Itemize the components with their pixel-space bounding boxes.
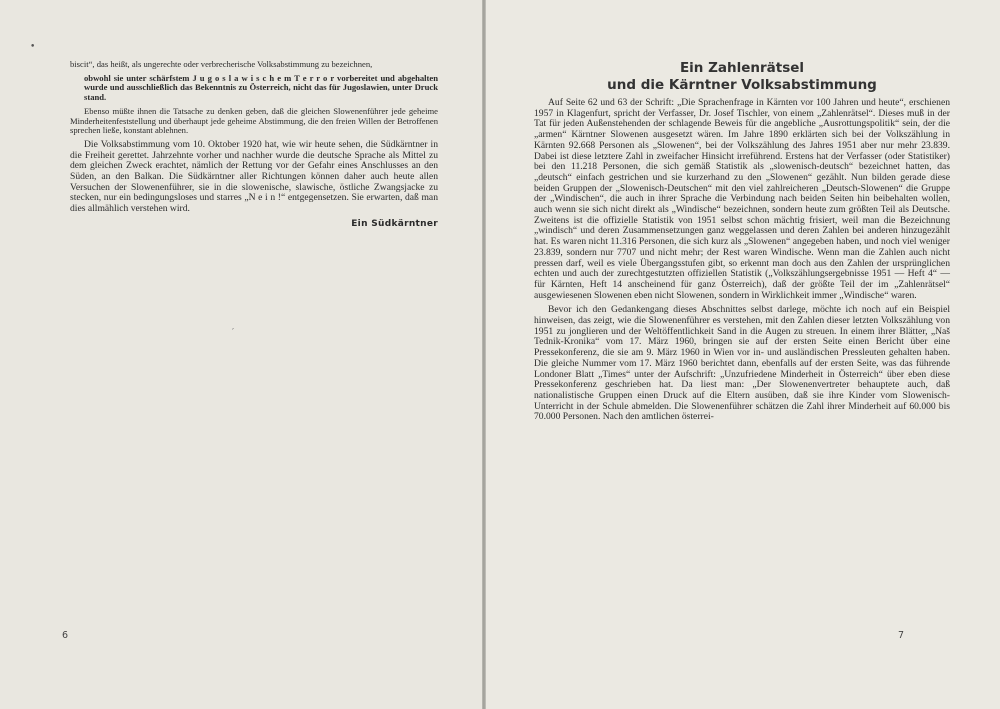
right-page <box>486 0 1000 709</box>
margin-mark: • <box>30 42 36 52</box>
article-title <box>534 60 950 94</box>
left-paragraph-1: biscit“, das heißt, als ungerechte oder verbrecherische Volksabstimmung zu bezeichnen, <box>70 59 373 69</box>
right-paragraph-1: Auf Seite 62 und 63 der Schrift: „Die Sprachenfrage in Kärnten vor 100 Jahren und heute“, erschienen 1957 in Klagenfurt, spricht der Verfasser, Dr. Josef Tischler, von einem „Zahlenrätsel“. Dieses muß in der Tat für jeden Außenstehenden der schlagende Beweis für die angebliche „Ausrottungspolitik“ sein, der die „armen“ Kärntner Slowenen ausgesetzt wären. Im Jahre 1890 erklärten sich bei der Volkszählung in Kärnten 92.668 Personen als „Slowenen“, bei der Volkszählung des Jahres 1951 aber nur mehr 23.839. Dabei ist diese letztere Zahl in zweifacher Hinsicht irreführend. Erstens hat der Verfasser (oder Statistiker) bei den 11.218 Personen, die sich gemäß Statistik als „slowenisch-deutsch“ bezeichnet hatten, das „deutsch“ einfach gestrichen und sie kurzerhand zu den „Slowenen“ gezählt. Nun bilden gerade diese beiden Gruppen der „Slowenisch-Deutschen“ mit den viel zahlreicheren „Deutsch-Slowenen“ die Gruppe der „Windischen“, die auch in ihrer Sprache die Verbindung nach beiden Seiten hin beibehalten wollen, auch wenn sie sich nicht direkt als „Windische“ bezeichnen, sondern heute zum größten Teil als Deutsche. Zweitens ist die offizielle Statistik von 1951 selbst schon mächtig frisiert, weil man die Bezeichnung „windisch“ und deren Zusammensetzungen ganz weggelassen und deren Zahlen bei anderen hinzugezählt hat. Es waren nicht 11.316 Personen, die sich kurz als „Slowenen“ angegeben haben, und noch viel weniger 23.839, sondern nur 7707 und nicht mehr; der Rest waren Windische. Wenn man die Zahlen auch nicht pressen darf, weil es viele Übergangsstufen gibt, so erkennt man doch aus den Zahlen der ursprünglichen echten und auch der zurechtgestutzten offiziellen Statistik („Volkszählungsergebnisse 1951 — Heft 4“ — für Kärnten, Heft 14 anscheinend für ganz Österreich), daß der größte Teil der im „Zahlenrätsel“ ausgewiesenen Slowenen eben nicht Slowenen, sondern in Wirklichkeit immer „Windische“ waren. <box>534 97 950 301</box>
right-page-number: 7 <box>897 630 904 641</box>
right-text-column <box>534 98 950 427</box>
paper-speck: ′ <box>232 328 235 338</box>
left-page <box>0 0 482 709</box>
signature: Ein Südkärntner <box>351 218 438 229</box>
left-paragraph-2: obwohl sie unter schärfstem J u g o s l a w i s c h e m T e r r o r vorbereitet und abgehalten wurde und ausschließlich das Bekenntnis zu Österreich, nicht das für Jugoslawien, unter Druck stand. <box>84 72 438 103</box>
title-line-2: und die Kärntner Volksabstimmung <box>607 77 877 93</box>
right-paragraph-2: Bevor ich den Gedankengang dieses Abschnittes selbst darlege, möchte ich noch auf ein Beispiel hinweisen, das zeigt, wie die Slowenenführer es verstehen, mit den Zahlen dieser letzten Volkszählung von 1951 zu jonglieren und der Weltöffentlichkeit Sand in die Augen zu streuen. In einem ihrer Blätter, „Naš Tednik-Kronika“ vom 17. März 1960, bringen sie auf der ersten Seite einen Bericht über eine Pressekonferenz, die sie am 9. März 1960 in Wien vor in- und ausländischen Pressleuten gehalten haben. Die gleiche Nummer vom 17. März 1960 berichtet dann, ebenfalls auf der ersten Seite, was das führende Londoner Blatt „Times“ unter der Aufschrift: „Unzufriedene Minderheit in Österreich“ über eben diese Pressekonferenz geschrieben hat. Da liest man: „Der Slowenenvertreter behauptete auch, daß nationalistische Gruppen einen Druck auf die Eltern ausüben, daß sie ihre Kinder vom Slowenisch-Unterricht in der Schule abmelden. Die Slowenenführer schätzen die Zahl ihrer Minderheit auf 60.000 bis 70.000 Personen. Nach den amtlichen österrei- <box>534 304 950 423</box>
left-page-number: 6 <box>62 630 69 641</box>
left-text-column <box>70 60 438 229</box>
title-line-1: Ein Zahlenrätsel <box>679 60 805 76</box>
left-paragraph-3: Ebenso müßte ihnen die Tatsache zu denken geben, daß die gleichen Slowenenführer jede geheime Minderheitenfeststellung und überhaupt jede geheime Abstimmung, die den freien Willen der Betroffenen sprechen ließe, konstant ablehnen. <box>70 105 438 136</box>
left-paragraph-4: Die Volksabstimmung vom 10. Oktober 1920 hat, wie wir heute sehen, die Südkärntner in die Freiheit gerettet. Jahrzehnte vorher und nachher wurde die deutsche Sprache als Mittel zu dem gleichen Zweck erachtet, nämlich der Rettung vor der Gefahr eines Anschlusses an den Süden, an den Balkan. Die Südkärntner aller Richtungen können daher auch heute allen Versuchen der Slowenenführer, sie in die slowenische, slawische, östliche Zwangsjacke zu stecken, nur ein bedingungsloses und starres „N e i n !“ entgegensetzen. Sie erwarten, daß man dies allmählich verstehen wird. <box>70 138 438 215</box>
